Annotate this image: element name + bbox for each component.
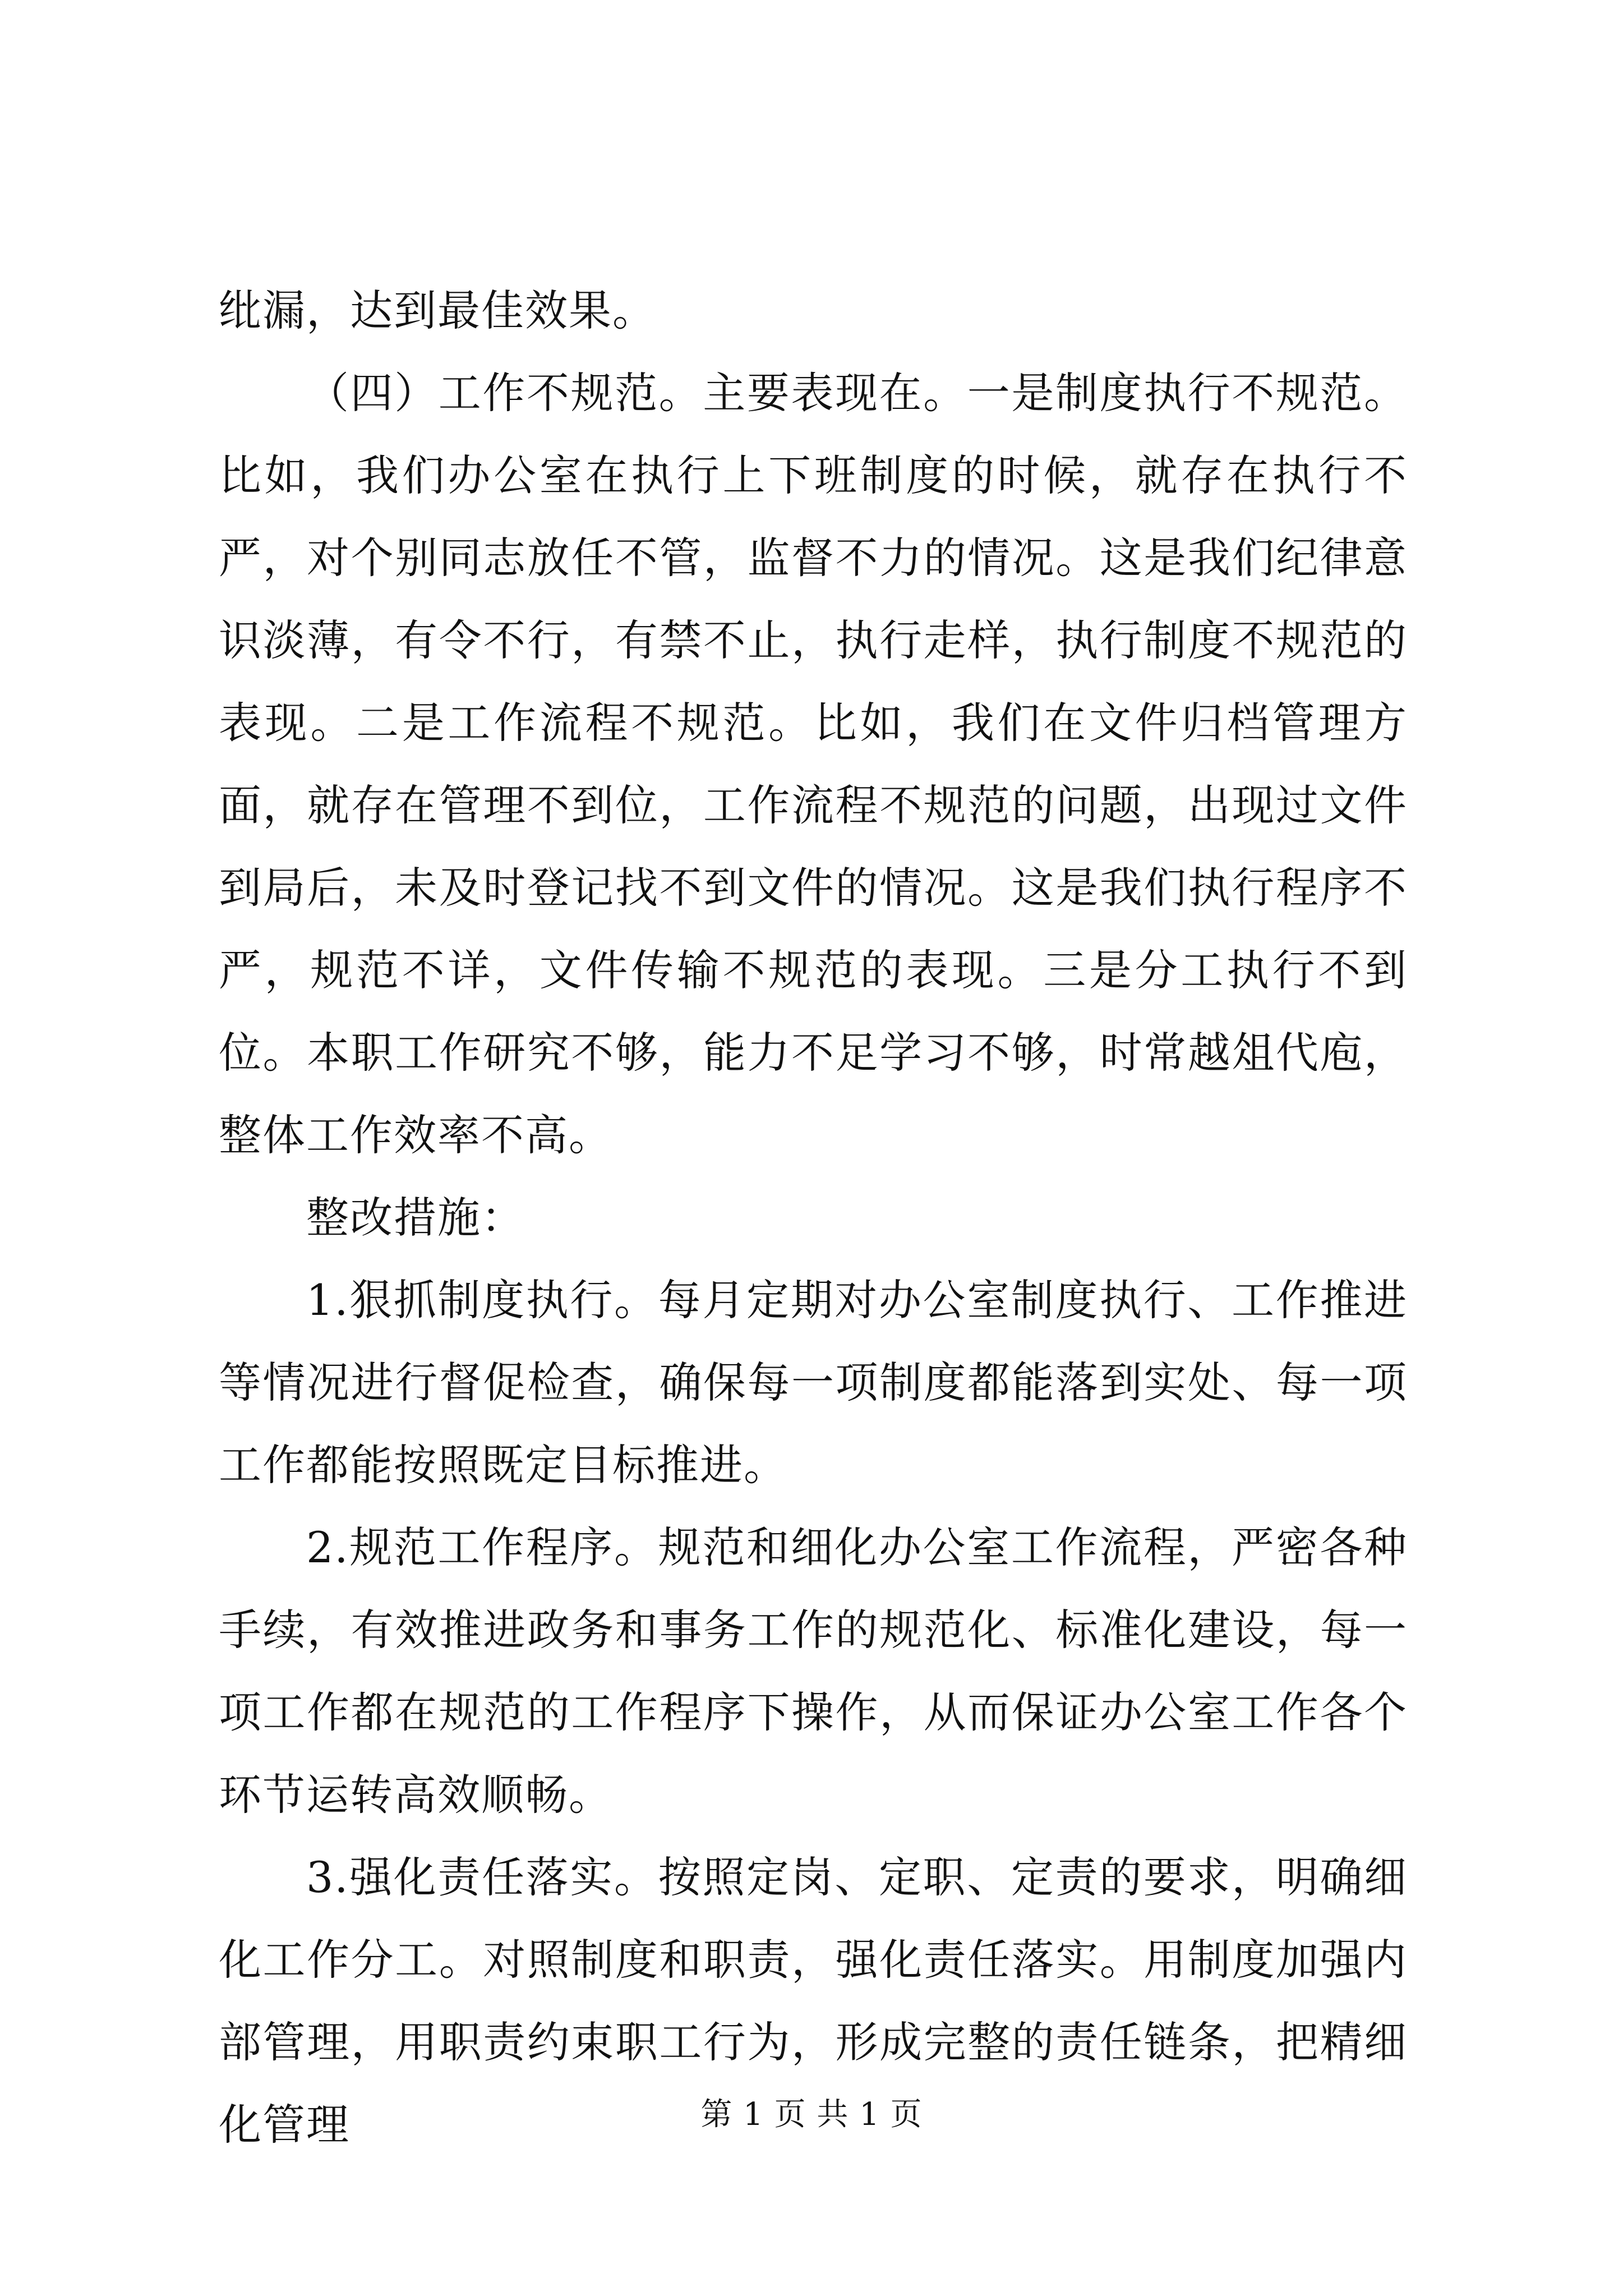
page-number-footer: 第 1 页 共 1 页 [700, 2096, 923, 2133]
paragraph-continuation: 纰漏，达到最佳效果。 [219, 286, 656, 335]
paragraph-issue-four: （四）工作不规范。主要表现在。一是制度执行不规范。比如，我们办公室在执行上下班制度的时候，就存在执行不严，对个别同志放任不管，监督不力的情况。这是我们纪律意识淡薄，有令不行，有禁不止，执行走样，执行制度不规范的表现。二是工作流程不规范。比如，我们在文件归档管理方面，就存在管理不到位，工作流程不规范的问题，出现过文件到局后，未及时登记找不到文件的情况。这是我们执行程序不严，规范不详，文件传输不规范的表现。三是分工执行不到位。本职工作研究不够，能力不足学习不够，时常越俎代庖，整体工作效率不高。 [219, 368, 1408, 1160]
paragraph-rectification-heading: 整改措施： [306, 1193, 525, 1243]
paragraph-measure-three: 3.强化责任落实。按照定岗、定职、定责的要求，明确细化工作分工。对照制度和职责，强化责任落实。用制度加强内部管理，用职责约束职工行为，形成完整的责任链条，把精细化管理 [219, 1852, 1408, 2150]
document-body [219, 269, 1408, 2166]
paragraph-measure-two: 2.规范工作程序。规范和细化办公室工作流程，严密各种手续，有效推进政务和事务工作的规范化、标准化建设，每一项工作都在规范的工作程序下操作，从而保证办公室工作各个环节运转高效顺畅。 [219, 1522, 1408, 1820]
paragraph-measure-one: 1.狠抓制度执行。每月定期对办公室制度执行、工作推进等情况进行督促检查，确保每一项制度都能落到实处、每一项工作都能按照既定目标推进。 [219, 1275, 1408, 1490]
